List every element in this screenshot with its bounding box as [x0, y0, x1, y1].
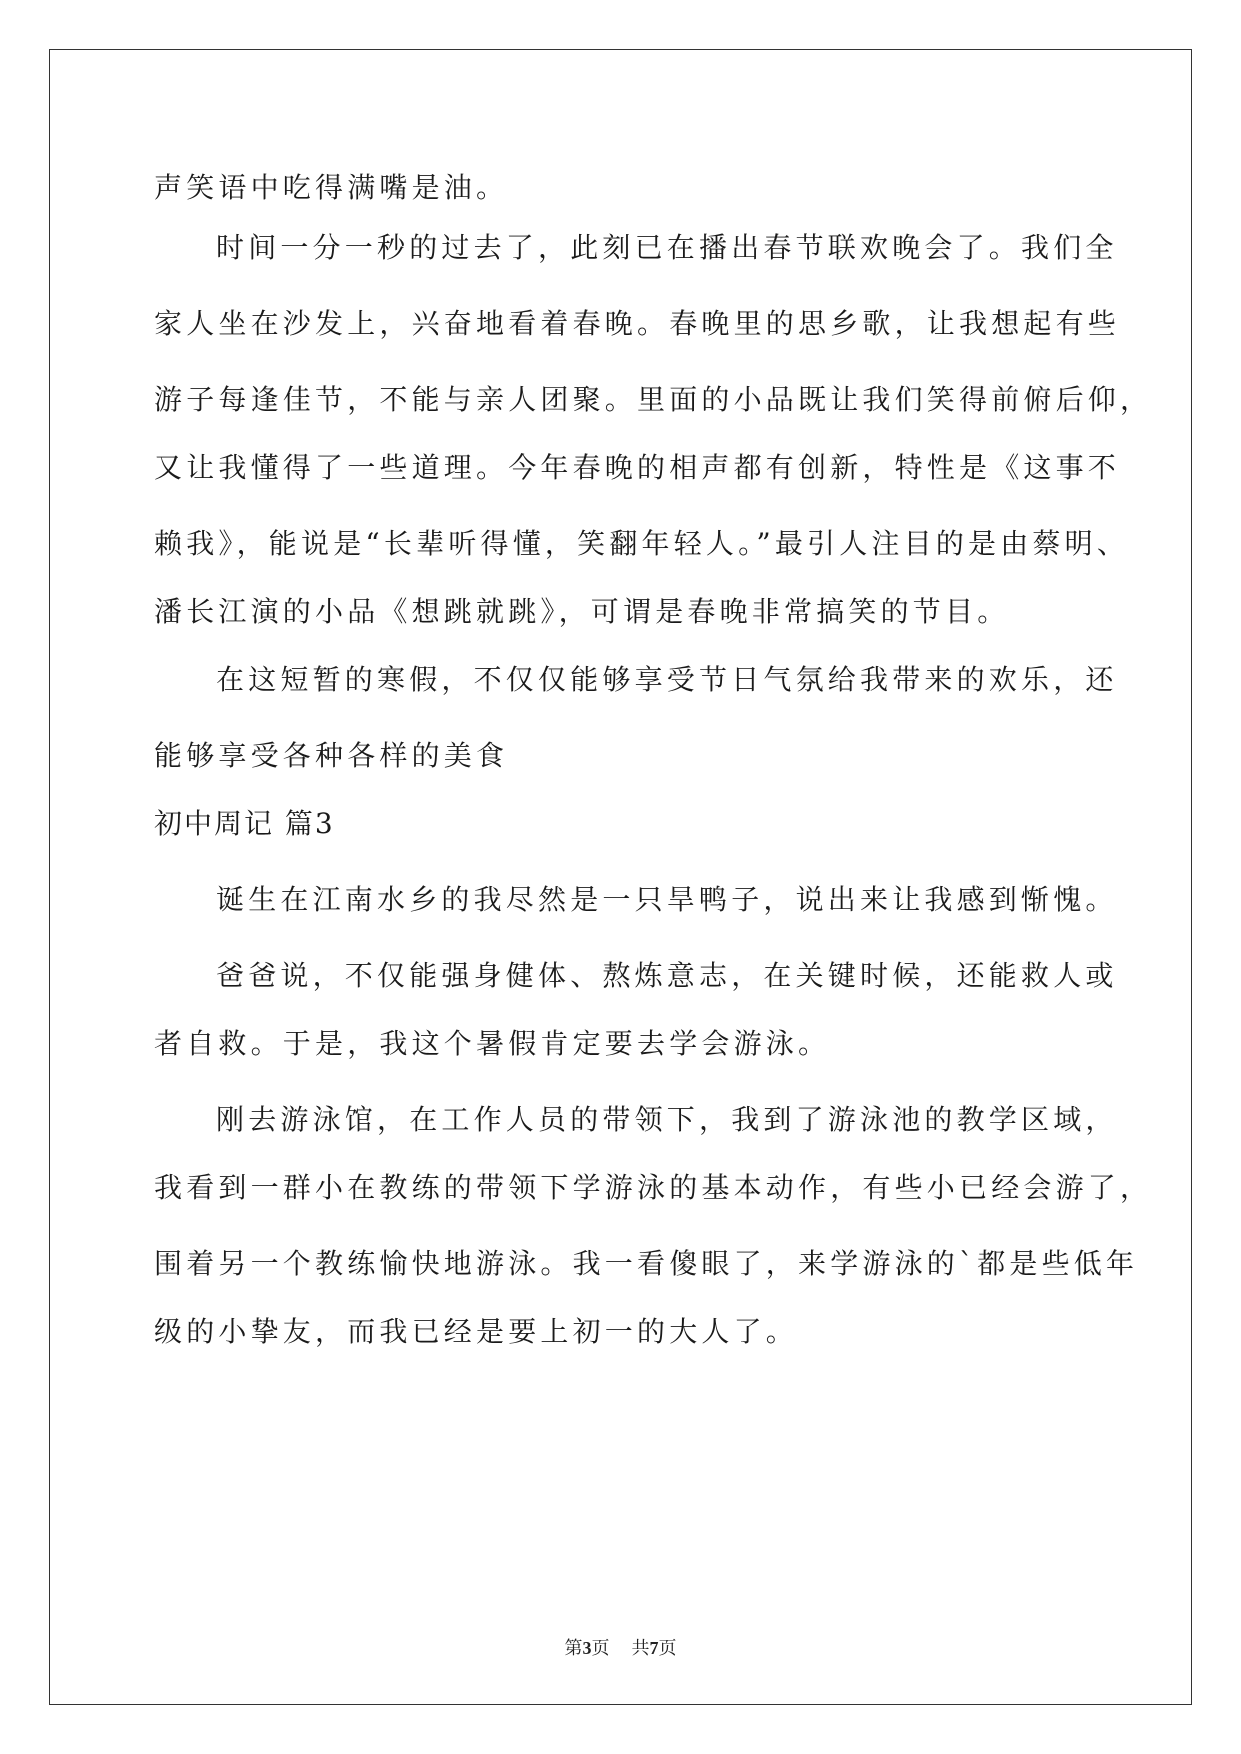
paragraph-line: 者自救。于是，我这个暑假肯定要去学会游泳。: [154, 1027, 831, 1060]
paragraph-line: 级的小挚友，而我已经是要上初一的大人了。: [154, 1315, 799, 1348]
page-border: [49, 49, 1192, 1705]
footer-total-prefix: 共: [631, 1638, 650, 1659]
paragraph-line: 潘长江演的小品《想跳就跳》，可谓是春晚非常搞笑的节目。: [154, 595, 1010, 628]
section-heading: 初中周记 篇3: [154, 807, 335, 840]
paragraph-line: 又让我懂得了一些道理。今年春晚的相声都有创新，特性是《这事不: [154, 451, 1121, 484]
paragraph-line: 诞生在江南水乡的我尽然是一只旱鸭子，说出来让我感到惭愧。: [216, 883, 1118, 916]
page-footer: [0, 1636, 1241, 1661]
paragraph-line: 在这短暂的寒假，不仅仅能够享受节日气氛给我带来的欢乐，还: [216, 663, 1118, 696]
paragraph-line: 游子每逢佳节，不能与亲人团聚。里面的小品既让我们笑得前俯后仰，: [154, 383, 1153, 416]
current-page-number: 3: [582, 1638, 592, 1658]
paragraph-line: 我看到一群小在教练的带领下学游泳的基本动作，有些小已经会游了，: [154, 1171, 1153, 1204]
paragraph-line: 刚去游泳馆，在工作人员的带领下，我到了游泳池的教学区域，: [216, 1103, 1118, 1136]
paragraph-line: 赖我》，能说是“长辈听得懂，笑翻年轻人。”最引人注目的是由蔡明、: [154, 527, 1130, 560]
paragraph-line: 家人坐在沙发上，兴奋地看着春晚。春晚里的思乡歌，让我想起有些: [154, 307, 1121, 340]
footer-total-unit: 页: [658, 1638, 677, 1659]
footer-page-prefix: 第: [564, 1638, 583, 1659]
paragraph-line: 爸爸说，不仅能强身健体、熬炼意志，在关键时候，还能救人或: [216, 959, 1118, 992]
paragraph-line: 围着另一个教练愉快地游泳。我一看傻眼了，来学游泳的`都是些低年: [154, 1247, 1139, 1280]
total-page-count: 7: [649, 1638, 659, 1658]
paragraph-line: 能够享受各种各样的美食: [154, 739, 509, 772]
paragraph-line: 时间一分一秒的过去了，此刻已在播出春节联欢晚会了。我们全: [216, 231, 1118, 264]
paragraph-line: 声笑语中吃得满嘴是油。: [154, 171, 509, 204]
footer-page-unit: 页: [591, 1638, 610, 1659]
